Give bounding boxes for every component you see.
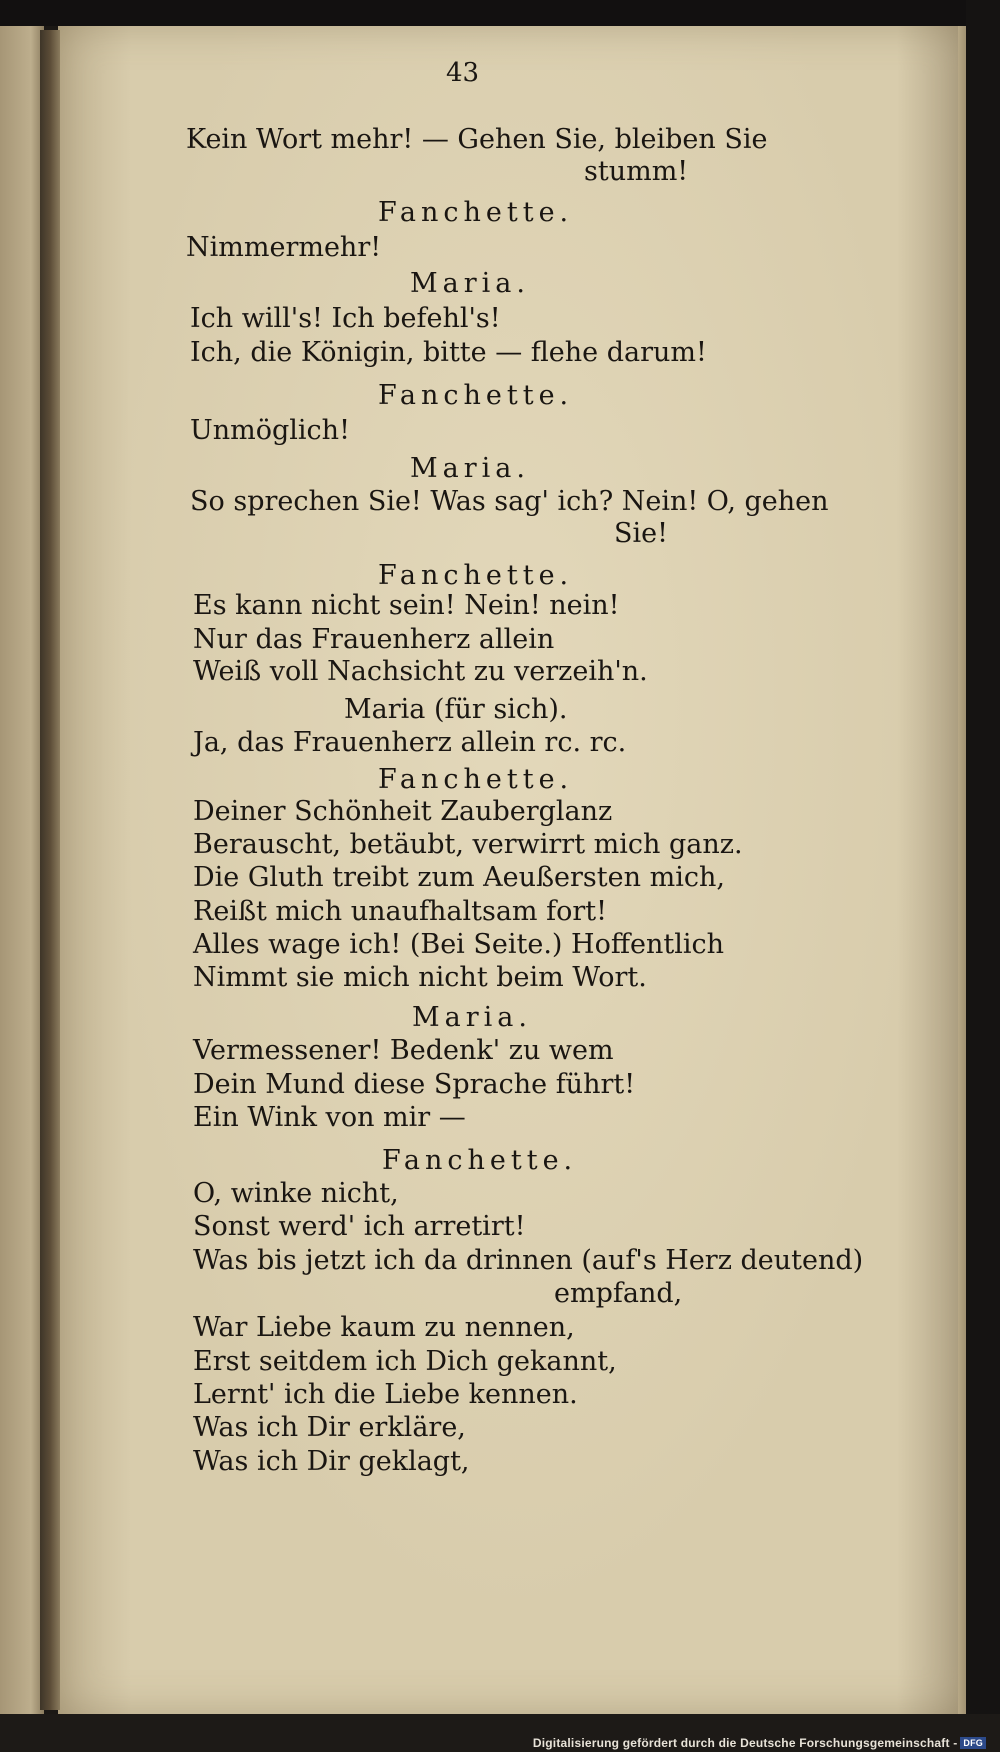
credit-text: Digitalisierung gefördert durch die Deutsche Forschungsgemeinschaft -	[532, 1736, 958, 1750]
text-line: Erst seitdem ich Dich gekannt,	[193, 1346, 617, 1377]
digitization-credit	[0, 1736, 986, 1750]
text-line: Alles wage ich! (Bei Seite.) Hoffentlich	[193, 929, 725, 960]
text-line: Deiner Schönheit Zauberglanz	[193, 796, 613, 827]
text-line: So sprechen Sie! Was sag' ich? Nein! O, gehen	[190, 486, 829, 517]
text-line: empfand,	[554, 1278, 683, 1309]
speaker-name: Maria.	[410, 268, 530, 299]
dfg-logo-badge: DFG	[960, 1737, 986, 1749]
text-line: stumm!	[584, 156, 689, 187]
text-line: Nimmermehr!	[186, 232, 382, 263]
text-line: Was ich Dir geklagt,	[193, 1446, 470, 1477]
text-line: Was ich Dir erkläre,	[193, 1412, 466, 1443]
text-line: Nimmt sie mich nicht beim Wort.	[193, 962, 647, 993]
speaker-name: Fanchette.	[382, 1145, 578, 1176]
speaker-name: Maria (für sich).	[344, 694, 568, 725]
text-line: Lernt' ich die Liebe kennen.	[193, 1379, 578, 1410]
scan-top-border	[0, 0, 1000, 26]
text-line: Ein Wink von mir —	[193, 1102, 466, 1133]
text-line: Weiß voll Nachsicht zu verzeih'n.	[193, 656, 648, 687]
speaker-name: Fanchette.	[378, 764, 574, 795]
speaker-name: Maria.	[410, 453, 530, 484]
text-line: Ich, die Königin, bitte — flehe darum!	[190, 337, 707, 368]
text-line: War Liebe kaum zu nennen,	[193, 1312, 575, 1343]
text-line: Vermessener! Bedenk' zu wem	[193, 1035, 614, 1066]
text-line: Unmöglich!	[190, 415, 350, 446]
text-line: Ich will's! Ich befehl's!	[190, 303, 501, 334]
speaker-name: Fanchette.	[378, 560, 574, 591]
text-line: Nur das Frauenherz allein	[193, 624, 555, 655]
speaker-name: Maria.	[412, 1002, 532, 1033]
text-line: Was bis jetzt ich da drinnen (auf's Herz deutend)	[193, 1245, 864, 1276]
previous-page-edge	[0, 26, 44, 1714]
text-line: Ja, das Frauenherz allein rc. rc.	[193, 727, 627, 758]
text-line: Die Gluth treibt zum Aeußersten mich,	[193, 862, 725, 893]
text-line: Es kann nicht sein! Nein! nein!	[193, 590, 620, 621]
text-line: O, winke nicht,	[193, 1178, 399, 1209]
text-line: Dein Mund diese Sprache führt!	[193, 1069, 636, 1100]
text-line: Berauscht, betäubt, verwirrt mich ganz.	[193, 829, 743, 860]
text-line: Kein Wort mehr! — Gehen Sie, bleiben Sie	[186, 124, 768, 155]
text-line: Sie!	[614, 518, 668, 549]
book-gutter	[40, 30, 60, 1710]
text-line: Sonst werd' ich arretirt!	[193, 1211, 526, 1242]
text-line: Reißt mich unaufhaltsam fort!	[193, 896, 607, 927]
speaker-name: Fanchette.	[378, 197, 574, 228]
page-number: 43	[446, 58, 480, 88]
speaker-name: Fanchette.	[378, 380, 574, 411]
scan-right-border	[966, 0, 1000, 1752]
